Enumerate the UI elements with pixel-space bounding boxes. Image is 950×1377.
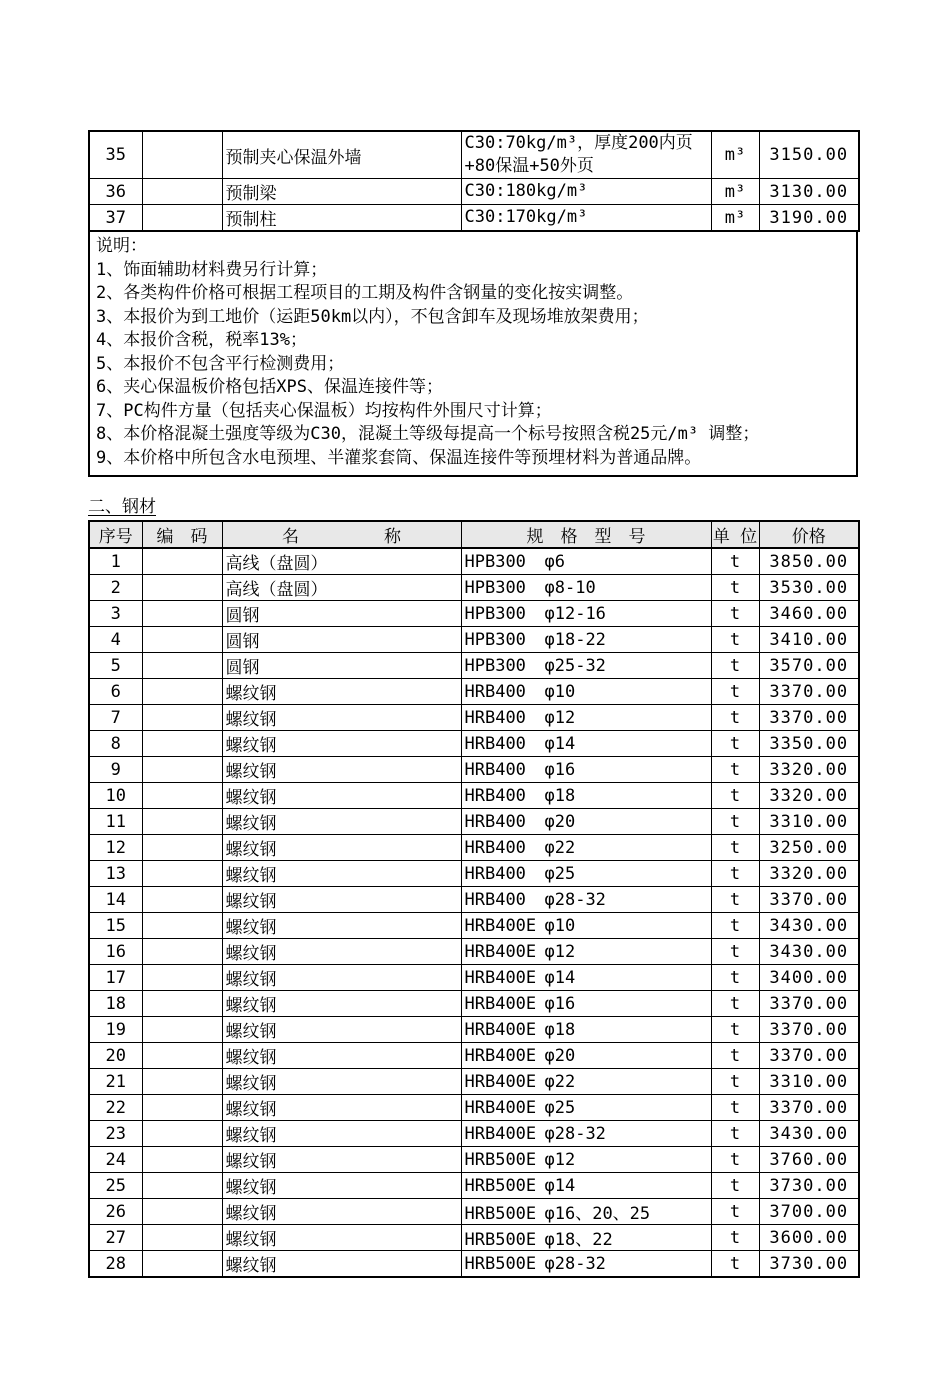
name-cell: 螺纹钢 — [222, 757, 461, 783]
spec-size: φ18 — [544, 1019, 576, 1040]
spec-cell: C30:170kg/m³ — [461, 205, 711, 232]
code-cell — [142, 809, 222, 835]
spec-grade: HRB400 — [464, 785, 526, 806]
spec-grade: HRB400E — [464, 1097, 537, 1118]
code-cell — [142, 1017, 222, 1043]
spec-cell: C30:70kg/m³，厚度200内页+80保温+50外页 — [461, 131, 711, 179]
spec-size: φ18-22 — [544, 629, 606, 650]
serial-cell: 23 — [89, 1121, 142, 1147]
serial-cell: 3 — [89, 601, 142, 627]
serial-cell: 17 — [89, 965, 142, 991]
table-row — [89, 131, 859, 179]
spec-cell — [461, 1121, 711, 1147]
price-cell: 3430.00 — [759, 1121, 859, 1147]
serial-cell: 9 — [89, 757, 142, 783]
spec-size: φ22 — [544, 837, 576, 858]
name-cell: 螺纹钢 — [222, 1069, 461, 1095]
spec-size: φ16、20、25 — [544, 1204, 651, 1224]
code-cell — [142, 205, 222, 232]
serial-cell: 25 — [89, 1173, 142, 1199]
price-cell: 3730.00 — [759, 1173, 859, 1199]
table-row — [89, 835, 859, 861]
table-row — [89, 939, 859, 965]
serial-cell: 20 — [89, 1043, 142, 1069]
spec-cell — [461, 1017, 711, 1043]
spec-cell — [461, 835, 711, 861]
name-cell: 预制梁 — [222, 179, 461, 205]
serial-cell: 12 — [89, 835, 142, 861]
note-line: 5、本报价不包含平行检测费用； — [96, 353, 345, 374]
spec-cell — [461, 913, 711, 939]
unit-cell: t — [711, 601, 759, 627]
code-cell — [142, 179, 222, 205]
serial-cell: 21 — [89, 1069, 142, 1095]
serial-cell: 35 — [89, 131, 142, 179]
unit-cell: t — [711, 991, 759, 1017]
unit-cell: t — [711, 861, 759, 887]
spec-cell — [461, 548, 711, 575]
code-cell — [142, 991, 222, 1017]
note-line: 3、本报价为到工地价（运距50km以内），不包含卸车及现场堆放架费用； — [96, 306, 649, 327]
spec-cell — [461, 731, 711, 757]
spec-size: φ14 — [544, 967, 576, 988]
spec-cell — [461, 1043, 711, 1069]
spec-grade: HRB400 — [464, 837, 526, 858]
spec-cell — [461, 679, 711, 705]
spec-size: φ28-32 — [544, 1123, 606, 1144]
table-row — [89, 627, 859, 653]
code-cell — [142, 131, 222, 179]
notes-box — [88, 232, 858, 477]
code-cell — [142, 1095, 222, 1121]
spec-cell: C30:180kg/m³ — [461, 179, 711, 205]
unit-cell: t — [711, 887, 759, 913]
steel-price-table — [88, 520, 860, 1278]
name-cell: 圆钢 — [222, 627, 461, 653]
code-cell — [142, 1069, 222, 1095]
name-cell: 螺纹钢 — [222, 1251, 461, 1278]
spec-size: φ12-16 — [544, 603, 606, 624]
price-cell: 3600.00 — [759, 1225, 859, 1251]
price-cell: 3320.00 — [759, 861, 859, 887]
unit-cell: m³ — [711, 205, 759, 232]
name-cell: 预制柱 — [222, 205, 461, 232]
header-unit: 单 位 — [711, 521, 759, 548]
code-cell — [142, 627, 222, 653]
price-cell: 3250.00 — [759, 835, 859, 861]
spec-cell — [461, 1095, 711, 1121]
code-cell — [142, 1173, 222, 1199]
price-cell: 3190.00 — [759, 205, 859, 232]
name-cell: 螺纹钢 — [222, 835, 461, 861]
price-cell: 3350.00 — [759, 731, 859, 757]
spec-cell — [461, 887, 711, 913]
spec-grade: HRB400 — [464, 759, 526, 780]
spec-size: φ18、22 — [544, 1230, 613, 1250]
serial-cell: 18 — [89, 991, 142, 1017]
code-cell — [142, 913, 222, 939]
spec-size: φ12 — [544, 941, 576, 962]
spec-size: φ28-32 — [544, 1253, 606, 1274]
table-row — [89, 679, 859, 705]
spec-grade: HRB400E — [464, 1123, 537, 1144]
spec-grade: HRB400E — [464, 993, 537, 1014]
spec-size: φ14 — [544, 1175, 576, 1196]
spec-cell — [461, 757, 711, 783]
price-cell: 3370.00 — [759, 1095, 859, 1121]
table-row — [89, 205, 859, 232]
spec-cell — [461, 1069, 711, 1095]
unit-cell: t — [711, 1095, 759, 1121]
unit-cell: t — [711, 731, 759, 757]
table-row — [89, 1225, 859, 1251]
spec-grade: HRB500E — [464, 1253, 537, 1274]
spec-grade: HRB400E — [464, 1019, 537, 1040]
name-cell: 高线（盘圆） — [222, 575, 461, 601]
unit-cell: t — [711, 1173, 759, 1199]
code-cell — [142, 861, 222, 887]
spec-size: φ10 — [544, 681, 576, 702]
table-row — [89, 731, 859, 757]
table-row — [89, 991, 859, 1017]
spec-grade: HRB400 — [464, 889, 526, 910]
spec-cell — [461, 1225, 711, 1251]
price-cell: 3320.00 — [759, 757, 859, 783]
spec-size: φ10 — [544, 915, 576, 936]
price-cell: 3370.00 — [759, 1017, 859, 1043]
unit-cell: t — [711, 939, 759, 965]
spec-grade: HRB400E — [464, 967, 537, 988]
unit-cell: t — [711, 575, 759, 601]
price-cell: 3460.00 — [759, 601, 859, 627]
unit-cell: t — [711, 913, 759, 939]
name-cell: 螺纹钢 — [222, 965, 461, 991]
name-cell: 螺纹钢 — [222, 731, 461, 757]
spec-size: φ28-32 — [544, 889, 606, 910]
price-cell: 3370.00 — [759, 679, 859, 705]
table-row — [89, 548, 859, 575]
name-cell: 螺纹钢 — [222, 1095, 461, 1121]
spec-grade: HRB400E — [464, 1071, 537, 1092]
price-cell: 3130.00 — [759, 179, 859, 205]
note-line: 6、夹心保温板价格包括XPS、保温连接件等； — [96, 377, 443, 397]
spec-size: φ25-32 — [544, 655, 606, 676]
table-row — [89, 1017, 859, 1043]
spec-grade: HPB300 — [464, 655, 526, 676]
unit-cell: t — [711, 548, 759, 575]
spec-cell — [461, 809, 711, 835]
price-cell: 3530.00 — [759, 575, 859, 601]
spec-cell — [461, 1147, 711, 1173]
spec-grade: HRB400 — [464, 707, 526, 728]
code-cell — [142, 705, 222, 731]
spec-grade: HRB400E — [464, 1045, 537, 1066]
spec-grade: HRB400E — [464, 915, 537, 936]
table-row — [89, 757, 859, 783]
table-row — [89, 1199, 859, 1225]
table-row — [89, 965, 859, 991]
table-row — [89, 1043, 859, 1069]
unit-cell: t — [711, 679, 759, 705]
spec-cell — [461, 939, 711, 965]
spec-cell — [461, 653, 711, 679]
spec-size: φ25 — [544, 863, 576, 884]
spec-grade: HPB300 — [464, 603, 526, 624]
name-cell: 预制夹心保温外墙 — [222, 131, 461, 179]
spec-cell — [461, 601, 711, 627]
concrete-price-table — [88, 130, 860, 232]
unit-cell: t — [711, 653, 759, 679]
name-cell: 螺纹钢 — [222, 887, 461, 913]
unit-cell: t — [711, 1251, 759, 1278]
unit-cell: t — [711, 757, 759, 783]
code-cell — [142, 757, 222, 783]
serial-cell: 10 — [89, 783, 142, 809]
spec-cell — [461, 1199, 711, 1225]
table-row — [89, 705, 859, 731]
note-line: 1、饰面辅助材料费另行计算； — [96, 259, 328, 280]
spec-size: φ20 — [544, 811, 576, 832]
unit-cell: t — [711, 1017, 759, 1043]
spec-grade: HRB500E — [464, 1204, 537, 1224]
code-cell — [142, 601, 222, 627]
name-cell: 螺纹钢 — [222, 991, 461, 1017]
table-row — [89, 1251, 859, 1278]
serial-cell: 16 — [89, 939, 142, 965]
table-row — [89, 1121, 859, 1147]
table-row — [89, 1173, 859, 1199]
table-row — [89, 861, 859, 887]
name-cell: 螺纹钢 — [222, 809, 461, 835]
spec-size: φ12 — [544, 707, 576, 728]
spec-cell — [461, 627, 711, 653]
serial-cell: 26 — [89, 1199, 142, 1225]
spec-grade: HRB400 — [464, 811, 526, 832]
table-row — [89, 1147, 859, 1173]
serial-cell: 6 — [89, 679, 142, 705]
spec-grade: HRB500E — [464, 1230, 537, 1250]
code-cell — [142, 835, 222, 861]
spec-grade: HRB400 — [464, 681, 526, 702]
header-serial: 序号 — [89, 521, 142, 548]
spec-size: φ12 — [544, 1149, 576, 1170]
serial-cell: 14 — [89, 887, 142, 913]
unit-cell: t — [711, 1069, 759, 1095]
spec-grade: HPB300 — [464, 551, 526, 572]
spec-size: φ16 — [544, 993, 576, 1014]
spec-size: φ25 — [544, 1097, 576, 1118]
price-cell: 3430.00 — [759, 939, 859, 965]
spec-cell — [461, 783, 711, 809]
table-row — [89, 1095, 859, 1121]
spec-size: φ8-10 — [544, 577, 596, 598]
notes-lines — [90, 235, 856, 470]
table-row — [89, 783, 859, 809]
spec-grade: HRB500E — [464, 1175, 537, 1196]
serial-cell: 7 — [89, 705, 142, 731]
name-cell: 圆钢 — [222, 601, 461, 627]
serial-cell: 27 — [89, 1225, 142, 1251]
header-price: 价格 — [759, 521, 859, 548]
spec-cell — [461, 575, 711, 601]
table-row — [89, 809, 859, 835]
price-cell: 3370.00 — [759, 705, 859, 731]
code-cell — [142, 731, 222, 757]
spec-cell — [461, 705, 711, 731]
code-cell — [142, 965, 222, 991]
code-cell — [142, 1147, 222, 1173]
name-cell: 螺纹钢 — [222, 1043, 461, 1069]
serial-cell: 28 — [89, 1251, 142, 1278]
price-cell: 3310.00 — [759, 1069, 859, 1095]
code-cell — [142, 783, 222, 809]
price-cell: 3700.00 — [759, 1199, 859, 1225]
note-line: 2、各类构件价格可根据工程项目的工期及构件含钢量的变化按实调整。 — [96, 283, 634, 303]
name-cell: 螺纹钢 — [222, 861, 461, 887]
steel-header-row — [89, 521, 859, 548]
price-cell: 3370.00 — [759, 1043, 859, 1069]
serial-cell: 13 — [89, 861, 142, 887]
name-cell: 螺纹钢 — [222, 1199, 461, 1225]
name-cell: 螺纹钢 — [222, 1017, 461, 1043]
price-cell: 3570.00 — [759, 653, 859, 679]
spec-size: φ6 — [544, 551, 565, 572]
price-cell: 3150.00 — [759, 131, 859, 179]
name-cell: 螺纹钢 — [222, 1173, 461, 1199]
serial-cell: 36 — [89, 179, 142, 205]
spec-grade: HRB400 — [464, 733, 526, 754]
price-cell: 3760.00 — [759, 1147, 859, 1173]
price-cell: 3370.00 — [759, 991, 859, 1017]
header-name: 名 称 — [222, 521, 461, 548]
name-cell: 螺纹钢 — [222, 1147, 461, 1173]
code-cell — [142, 887, 222, 913]
note-line: 4、本报价含税，税率13%； — [96, 330, 307, 350]
serial-cell: 11 — [89, 809, 142, 835]
spec-grade: HRB400E — [464, 941, 537, 962]
unit-cell: t — [711, 1225, 759, 1251]
name-cell: 螺纹钢 — [222, 679, 461, 705]
table-row — [89, 179, 859, 205]
note-line: 说明： — [96, 236, 147, 256]
code-cell — [142, 939, 222, 965]
price-cell: 3400.00 — [759, 965, 859, 991]
spec-grade: HPB300 — [464, 577, 526, 598]
name-cell: 高线（盘圆） — [222, 548, 461, 575]
code-cell — [142, 1199, 222, 1225]
serial-cell: 19 — [89, 1017, 142, 1043]
name-cell: 螺纹钢 — [222, 1121, 461, 1147]
unit-cell: t — [711, 705, 759, 731]
code-cell — [142, 679, 222, 705]
spec-cell — [461, 861, 711, 887]
name-cell: 螺纹钢 — [222, 1225, 461, 1251]
price-cell: 3730.00 — [759, 1251, 859, 1278]
spec-size: φ16 — [544, 759, 576, 780]
unit-cell: t — [711, 1121, 759, 1147]
unit-cell: m³ — [711, 131, 759, 179]
table-row — [89, 601, 859, 627]
unit-cell: m³ — [711, 179, 759, 205]
table-row — [89, 1069, 859, 1095]
note-line: 8、本价格混凝土强度等级为C30，混凝土等级每提高一个标号按照含税25元/m³ 调整； — [96, 424, 760, 444]
table-row — [89, 913, 859, 939]
name-cell: 螺纹钢 — [222, 783, 461, 809]
code-cell — [142, 1043, 222, 1069]
spec-grade: HPB300 — [464, 629, 526, 650]
header-code: 编 码 — [142, 521, 222, 548]
spec-size: φ18 — [544, 785, 576, 806]
steel-section-title: 二、钢材 — [88, 497, 156, 517]
spec-size: φ14 — [544, 733, 576, 754]
name-cell: 圆钢 — [222, 653, 461, 679]
serial-cell: 2 — [89, 575, 142, 601]
note-line: 9、本价格中所包含水电预埋、半灌浆套筒、保温连接件等预埋材料为普通品牌。 — [96, 447, 702, 468]
price-cell: 3310.00 — [759, 809, 859, 835]
serial-cell: 1 — [89, 548, 142, 575]
code-cell — [142, 548, 222, 575]
unit-cell: t — [711, 627, 759, 653]
code-cell — [142, 653, 222, 679]
price-cell: 3370.00 — [759, 887, 859, 913]
serial-cell: 5 — [89, 653, 142, 679]
name-cell: 螺纹钢 — [222, 939, 461, 965]
spec-size: φ22 — [544, 1071, 576, 1092]
price-cell: 3430.00 — [759, 913, 859, 939]
unit-cell: t — [711, 783, 759, 809]
spec-cell — [461, 965, 711, 991]
unit-cell: t — [711, 835, 759, 861]
code-cell — [142, 575, 222, 601]
unit-cell: t — [711, 1147, 759, 1173]
price-cell: 3850.00 — [759, 548, 859, 575]
code-cell — [142, 1121, 222, 1147]
spec-cell — [461, 1173, 711, 1199]
serial-cell: 24 — [89, 1147, 142, 1173]
table-row — [89, 887, 859, 913]
serial-cell: 15 — [89, 913, 142, 939]
unit-cell: t — [711, 809, 759, 835]
serial-cell: 37 — [89, 205, 142, 232]
table-row — [89, 575, 859, 601]
serial-cell: 8 — [89, 731, 142, 757]
unit-cell: t — [711, 1199, 759, 1225]
serial-cell: 22 — [89, 1095, 142, 1121]
name-cell: 螺纹钢 — [222, 913, 461, 939]
spec-cell — [461, 1251, 711, 1278]
spec-cell — [461, 991, 711, 1017]
header-spec: 规 格 型 号 — [461, 521, 711, 548]
table-row — [89, 653, 859, 679]
price-cell: 3410.00 — [759, 627, 859, 653]
price-sheet — [88, 130, 858, 1278]
note-line: 7、PC构件方量（包括夹心保温板）均按构件外围尺寸计算； — [96, 400, 552, 421]
unit-cell: t — [711, 965, 759, 991]
code-cell — [142, 1225, 222, 1251]
unit-cell: t — [711, 1043, 759, 1069]
serial-cell: 4 — [89, 627, 142, 653]
spec-grade: HRB500E — [464, 1149, 537, 1170]
spec-grade: HRB400 — [464, 863, 526, 884]
price-cell: 3320.00 — [759, 783, 859, 809]
spec-size: φ20 — [544, 1045, 576, 1066]
name-cell: 螺纹钢 — [222, 705, 461, 731]
code-cell — [142, 1251, 222, 1278]
